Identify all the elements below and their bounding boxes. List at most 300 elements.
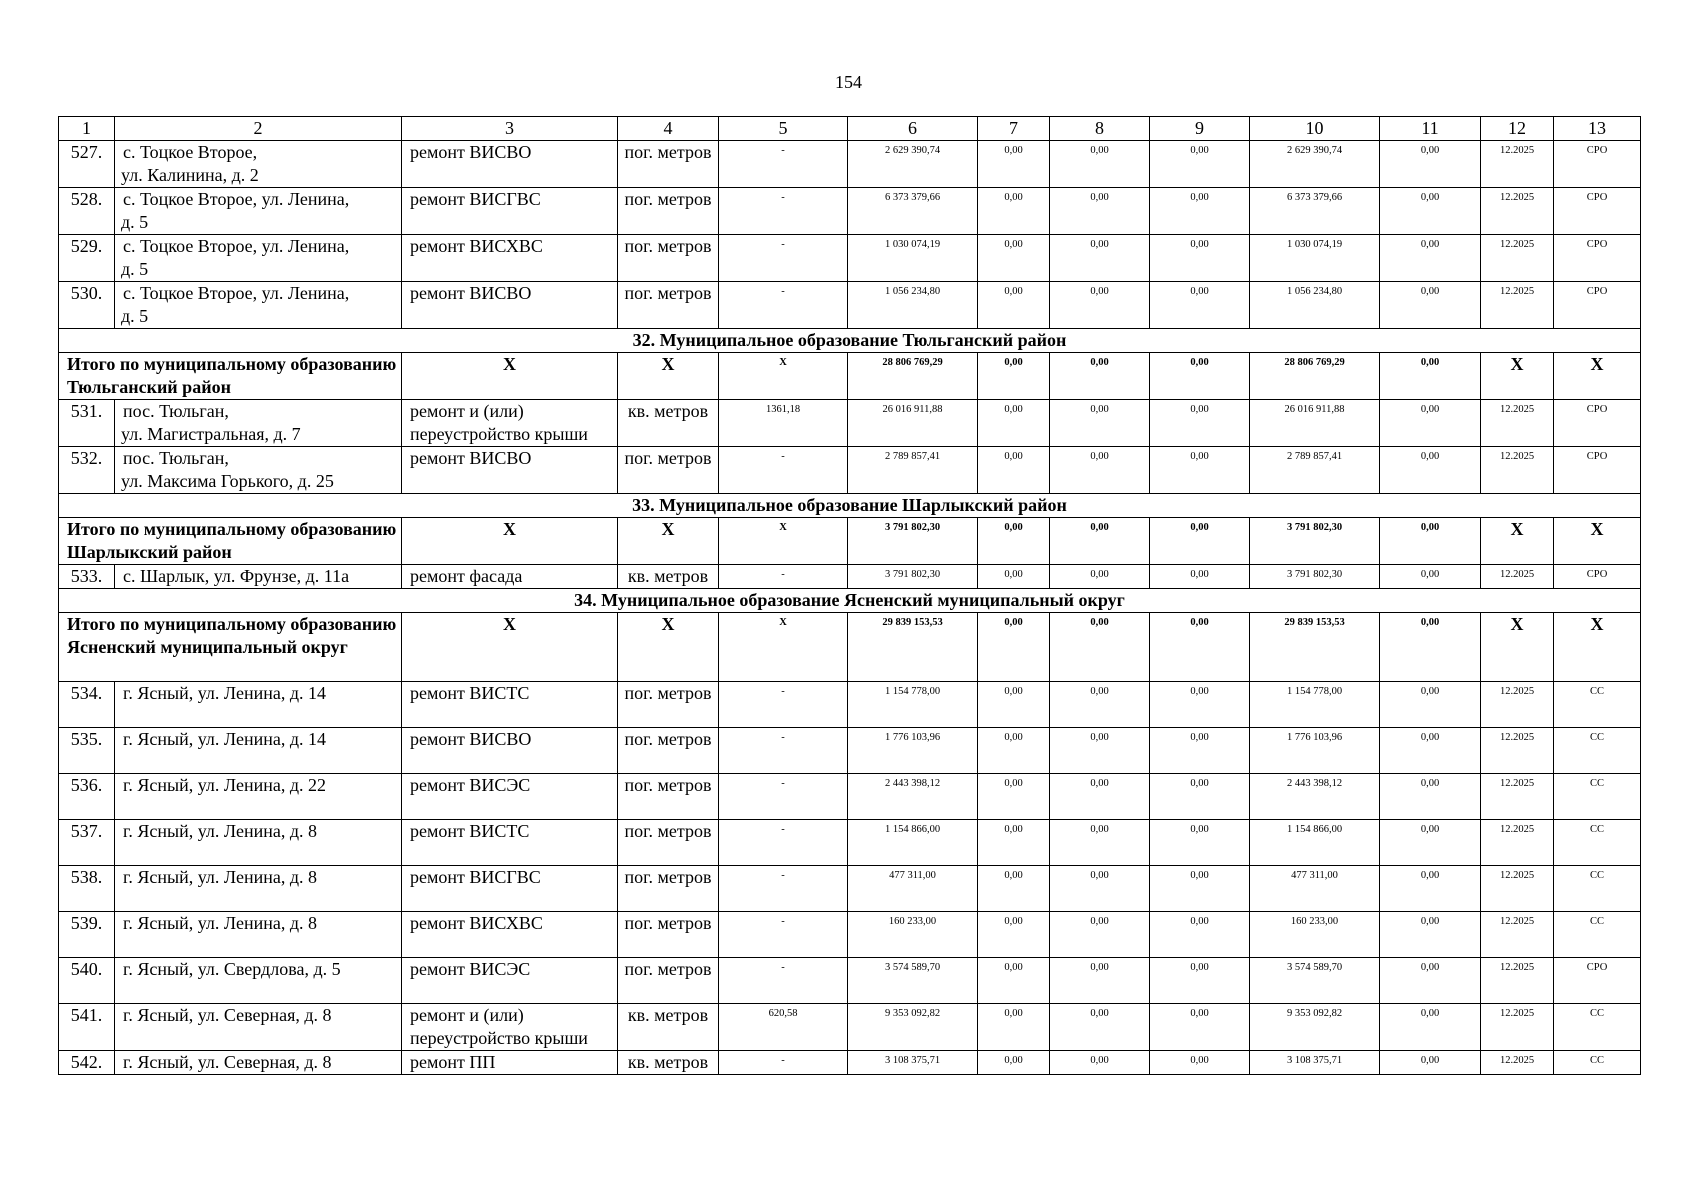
work-type: ремонт ВИСЭС (402, 774, 618, 820)
unit: пог. метров (618, 282, 719, 329)
row-number: 531. (59, 400, 115, 447)
value-cell: СРО (1554, 565, 1641, 589)
value-cell: 0,00 (978, 1004, 1050, 1051)
value-cell: 0,00 (1050, 141, 1150, 188)
column-header: 2 (115, 117, 402, 141)
value-cell: - (719, 282, 848, 329)
work-type: ремонт фасада (402, 565, 618, 589)
value-cell: 0,00 (978, 774, 1050, 820)
address-line-2: ул. Калинина, д. 2 (121, 165, 259, 185)
value-cell: 3 108 375,71 (1250, 1051, 1380, 1075)
value-cell: СРО (1554, 188, 1641, 235)
page-number: 154 (835, 72, 862, 92)
total-cell: X (1554, 613, 1641, 682)
address-line-1: г. Ясный, ул. Ленина, д. 8 (123, 821, 318, 841)
address-line-1: пос. Тюльган, (123, 401, 229, 421)
row-number: 536. (59, 774, 115, 820)
value-cell: 0,00 (978, 400, 1050, 447)
value-cell: - (719, 912, 848, 958)
column-header: 8 (1050, 117, 1150, 141)
value-cell: 0,00 (1050, 282, 1150, 329)
value-cell: 0,00 (1050, 447, 1150, 494)
unit: пог. метров (618, 866, 719, 912)
section-title: 32. Муниципальное образование Тюльганский район (59, 329, 1641, 353)
value-cell: 0,00 (1050, 235, 1150, 282)
value-cell: 12.2025 (1481, 400, 1554, 447)
address-line-1: г. Ясный, ул. Свердлова, д. 5 (123, 959, 341, 979)
table-row (59, 866, 1641, 912)
value-cell: 2 443 398,12 (848, 774, 978, 820)
row-number: 538. (59, 866, 115, 912)
value-cell: 2 789 857,41 (1250, 447, 1380, 494)
value-cell: 0,00 (1380, 1004, 1481, 1051)
total-cell: X (618, 518, 719, 565)
value-cell: 12.2025 (1481, 188, 1554, 235)
value-cell: 12.2025 (1481, 682, 1554, 728)
value-cell: 0,00 (1380, 235, 1481, 282)
total-cell: 28 806 769,29 (848, 353, 978, 400)
total-row (59, 613, 1641, 682)
value-cell: 0,00 (978, 728, 1050, 774)
value-cell: - (719, 774, 848, 820)
value-cell: СС (1554, 912, 1641, 958)
value-cell: 0,00 (1150, 565, 1250, 589)
value-cell: СРО (1554, 958, 1641, 1004)
value-cell: 0,00 (1380, 141, 1481, 188)
unit: кв. метров (618, 400, 719, 447)
total-cell: 3 791 802,30 (1250, 518, 1380, 565)
row-number: 540. (59, 958, 115, 1004)
unit: пог. метров (618, 774, 719, 820)
value-cell: СРО (1554, 141, 1641, 188)
value-cell: 0,00 (1150, 447, 1250, 494)
value-cell: 6 373 379,66 (848, 188, 978, 235)
value-cell: 12.2025 (1481, 235, 1554, 282)
section-title: 34. Муниципальное образование Ясненский муниципальный округ (59, 589, 1641, 613)
value-cell: 0,00 (978, 447, 1050, 494)
value-cell: 160 233,00 (848, 912, 978, 958)
total-cell: X (402, 518, 618, 565)
value-cell: 0,00 (1150, 188, 1250, 235)
value-cell: 2 789 857,41 (848, 447, 978, 494)
value-cell: 0,00 (1380, 447, 1481, 494)
value-cell: 3 791 802,30 (1250, 565, 1380, 589)
value-cell: - (719, 866, 848, 912)
address-cell (115, 565, 402, 589)
value-cell: 1 154 866,00 (1250, 820, 1380, 866)
value-cell: - (719, 682, 848, 728)
value-cell: 0,00 (978, 282, 1050, 329)
value-cell: 1 154 778,00 (848, 682, 978, 728)
value-cell: 2 443 398,12 (1250, 774, 1380, 820)
work-type: ремонт и (или) переустройство крыши (402, 400, 618, 447)
total-cell: X (1481, 518, 1554, 565)
address-cell (115, 958, 402, 1004)
address-cell (115, 1004, 402, 1051)
address-cell (115, 188, 402, 235)
total-cell: X (719, 613, 848, 682)
value-cell: 1 154 866,00 (848, 820, 978, 866)
value-cell: 0,00 (1050, 1051, 1150, 1075)
value-cell: 0,00 (1150, 1051, 1250, 1075)
section-row (59, 589, 1641, 613)
address-cell (115, 820, 402, 866)
value-cell: 0,00 (1150, 1004, 1250, 1051)
total-cell: X (618, 613, 719, 682)
row-number: 533. (59, 565, 115, 589)
address-cell (115, 728, 402, 774)
total-cell: X (1554, 353, 1641, 400)
value-cell: 12.2025 (1481, 447, 1554, 494)
total-cell: X (719, 518, 848, 565)
value-cell: - (719, 565, 848, 589)
value-cell: СС (1554, 820, 1641, 866)
work-type: ремонт ВИСХВС (402, 912, 618, 958)
value-cell: 0,00 (1380, 912, 1481, 958)
value-cell: 0,00 (978, 141, 1050, 188)
value-cell: 0,00 (1380, 728, 1481, 774)
value-cell: 26 016 911,88 (848, 400, 978, 447)
row-number: 537. (59, 820, 115, 866)
unit: пог. метров (618, 188, 719, 235)
address-line-1: с. Тоцкое Второе, (123, 142, 258, 162)
total-label: Итого по муниципальному образованию Ясненский муниципальный округ (59, 613, 402, 682)
value-cell: 3 574 589,70 (848, 958, 978, 1004)
value-cell: 12.2025 (1481, 866, 1554, 912)
address-cell (115, 282, 402, 329)
value-cell: 477 311,00 (1250, 866, 1380, 912)
value-cell: 0,00 (1150, 866, 1250, 912)
column-header: 12 (1481, 117, 1554, 141)
table-row (59, 682, 1641, 728)
address-line-1: г. Ясный, ул. Ленина, д. 22 (123, 775, 327, 795)
address-line-1: г. Ясный, ул. Северная, д. 8 (123, 1052, 332, 1072)
work-type: ремонт ВИСВО (402, 447, 618, 494)
value-cell: 0,00 (1050, 820, 1150, 866)
total-cell: 0,00 (1050, 353, 1150, 400)
value-cell: 0,00 (1150, 400, 1250, 447)
column-header: 3 (402, 117, 618, 141)
work-type: ремонт ВИСГВС (402, 866, 618, 912)
address-line-1: г. Ясный, ул. Ленина, д. 8 (123, 913, 318, 933)
row-number: 527. (59, 141, 115, 188)
total-cell: 0,00 (1150, 518, 1250, 565)
header-row (59, 117, 1641, 141)
address-cell (115, 141, 402, 188)
value-cell: 477 311,00 (848, 866, 978, 912)
value-cell: 1361,18 (719, 400, 848, 447)
value-cell: - (719, 958, 848, 1004)
address-line-1: г. Ясный, ул. Северная, д. 8 (123, 1005, 332, 1025)
value-cell: 0,00 (978, 820, 1050, 866)
column-header: 4 (618, 117, 719, 141)
work-type: ремонт ВИСЭС (402, 958, 618, 1004)
unit: пог. метров (618, 141, 719, 188)
work-type: ремонт ВИСВО (402, 728, 618, 774)
address-cell (115, 1051, 402, 1075)
total-cell: X (1481, 613, 1554, 682)
total-cell: 0,00 (1050, 518, 1150, 565)
value-cell: 9 353 092,82 (1250, 1004, 1380, 1051)
value-cell: 0,00 (1150, 728, 1250, 774)
address-line-2: д. 5 (121, 259, 149, 279)
value-cell: 0,00 (1050, 774, 1150, 820)
value-cell: 0,00 (1150, 820, 1250, 866)
value-cell: 3 108 375,71 (848, 1051, 978, 1075)
address-line-1: г. Ясный, ул. Ленина, д. 14 (123, 683, 327, 703)
value-cell: 0,00 (1380, 682, 1481, 728)
value-cell: 0,00 (1050, 565, 1150, 589)
section-row (59, 494, 1641, 518)
total-cell: 0,00 (1150, 613, 1250, 682)
value-cell: 1 030 074,19 (848, 235, 978, 282)
table-row (59, 1051, 1641, 1075)
value-cell: - (719, 728, 848, 774)
total-label: Итого по муниципальному образованию Шарлыкский район (59, 518, 402, 565)
total-cell: 0,00 (978, 518, 1050, 565)
value-cell: 0,00 (1380, 565, 1481, 589)
column-header: 6 (848, 117, 978, 141)
table-row (59, 912, 1641, 958)
table-row (59, 400, 1641, 447)
total-cell: 0,00 (1150, 353, 1250, 400)
unit: пог. метров (618, 447, 719, 494)
value-cell: 2 629 390,74 (848, 141, 978, 188)
value-cell: 1 154 778,00 (1250, 682, 1380, 728)
address-line-1: с. Тоцкое Второе, ул. Ленина, (123, 283, 350, 303)
address-line-1: с. Тоцкое Второе, ул. Ленина, (123, 189, 350, 209)
address-line-1: г. Ясный, ул. Ленина, д. 8 (123, 867, 318, 887)
value-cell: 1 056 234,80 (1250, 282, 1380, 329)
address-line-2: д. 5 (121, 212, 149, 232)
total-label: Итого по муниципальному образованию Тюльганский район (59, 353, 402, 400)
value-cell: 160 233,00 (1250, 912, 1380, 958)
value-cell: - (719, 447, 848, 494)
value-cell: 1 776 103,96 (1250, 728, 1380, 774)
value-cell: СРО (1554, 447, 1641, 494)
total-cell: 3 791 802,30 (848, 518, 978, 565)
value-cell: 0,00 (1150, 141, 1250, 188)
table-row (59, 1004, 1641, 1051)
value-cell: 9 353 092,82 (848, 1004, 978, 1051)
unit: пог. метров (618, 682, 719, 728)
value-cell: 1 056 234,80 (848, 282, 978, 329)
value-cell: 0,00 (1050, 958, 1150, 1004)
value-cell: 0,00 (978, 188, 1050, 235)
table-row (59, 282, 1641, 329)
value-cell: 0,00 (1150, 912, 1250, 958)
table-row (59, 565, 1641, 589)
column-header: 10 (1250, 117, 1380, 141)
value-cell: 0,00 (1050, 866, 1150, 912)
work-type: ремонт ВИСГВС (402, 188, 618, 235)
value-cell: 12.2025 (1481, 728, 1554, 774)
value-cell: 0,00 (1050, 400, 1150, 447)
total-cell: 0,00 (978, 613, 1050, 682)
total-cell: 0,00 (1380, 353, 1481, 400)
value-cell: - (719, 235, 848, 282)
value-cell: СРО (1554, 235, 1641, 282)
value-cell: - (719, 1051, 848, 1075)
value-cell: 0,00 (1380, 958, 1481, 1004)
value-cell: 12.2025 (1481, 1051, 1554, 1075)
section-row (59, 329, 1641, 353)
value-cell: 1 776 103,96 (848, 728, 978, 774)
work-type: ремонт ПП (402, 1051, 618, 1075)
value-cell: - (719, 188, 848, 235)
work-type: ремонт ВИСТС (402, 682, 618, 728)
value-cell: 12.2025 (1481, 1004, 1554, 1051)
value-cell: СС (1554, 866, 1641, 912)
value-cell: СС (1554, 774, 1641, 820)
table-row (59, 188, 1641, 235)
value-cell: 6 373 379,66 (1250, 188, 1380, 235)
address-cell (115, 447, 402, 494)
value-cell: 0,00 (978, 912, 1050, 958)
section-title: 33. Муниципальное образование Шарлыкский район (59, 494, 1641, 518)
value-cell: 0,00 (1380, 282, 1481, 329)
table-row (59, 774, 1641, 820)
total-row (59, 518, 1641, 565)
value-cell: 0,00 (1380, 400, 1481, 447)
total-cell: 0,00 (978, 353, 1050, 400)
value-cell: 0,00 (1050, 1004, 1150, 1051)
address-line-2: ул. Максима Горького, д. 25 (121, 471, 334, 491)
value-cell: 0,00 (978, 1051, 1050, 1075)
unit: пог. метров (618, 820, 719, 866)
value-cell: 0,00 (1150, 958, 1250, 1004)
value-cell: 0,00 (1050, 912, 1150, 958)
value-cell: 0,00 (1150, 774, 1250, 820)
row-number: 535. (59, 728, 115, 774)
total-cell: 0,00 (1380, 518, 1481, 565)
value-cell: СС (1554, 728, 1641, 774)
value-cell: 12.2025 (1481, 912, 1554, 958)
address-cell (115, 912, 402, 958)
value-cell: 0,00 (1150, 282, 1250, 329)
address-cell (115, 866, 402, 912)
address-line-2: ул. Магистральная, д. 7 (121, 424, 301, 444)
value-cell: 0,00 (1150, 235, 1250, 282)
value-cell: 0,00 (978, 866, 1050, 912)
address-cell (115, 774, 402, 820)
unit: пог. метров (618, 728, 719, 774)
unit: кв. метров (618, 565, 719, 589)
total-cell: X (1481, 353, 1554, 400)
total-cell: X (1554, 518, 1641, 565)
value-cell: 3 574 589,70 (1250, 958, 1380, 1004)
column-header: 9 (1150, 117, 1250, 141)
value-cell: СС (1554, 1051, 1641, 1075)
table-row (59, 447, 1641, 494)
value-cell: 12.2025 (1481, 282, 1554, 329)
address-line-1: с. Тоцкое Второе, ул. Ленина, (123, 236, 350, 256)
value-cell: 0,00 (1380, 774, 1481, 820)
total-cell: 0,00 (1050, 613, 1150, 682)
value-cell: 12.2025 (1481, 820, 1554, 866)
value-cell: 12.2025 (1481, 774, 1554, 820)
total-cell: 0,00 (1380, 613, 1481, 682)
value-cell: 0,00 (978, 682, 1050, 728)
value-cell: 0,00 (1050, 682, 1150, 728)
value-cell: 2 629 390,74 (1250, 141, 1380, 188)
column-header: 13 (1554, 117, 1641, 141)
work-type: ремонт ВИСВО (402, 141, 618, 188)
value-cell: СС (1554, 1004, 1641, 1051)
total-cell: X (618, 353, 719, 400)
value-cell: СРО (1554, 400, 1641, 447)
value-cell: 12.2025 (1481, 141, 1554, 188)
total-cell: X (719, 353, 848, 400)
value-cell: 0,00 (1050, 188, 1150, 235)
value-cell: СС (1554, 682, 1641, 728)
value-cell: - (719, 820, 848, 866)
value-cell: СРО (1554, 282, 1641, 329)
value-cell: 0,00 (978, 958, 1050, 1004)
value-cell: 0,00 (1380, 820, 1481, 866)
unit: пог. метров (618, 235, 719, 282)
table-row (59, 235, 1641, 282)
value-cell: 0,00 (1380, 1051, 1481, 1075)
value-cell: 12.2025 (1481, 565, 1554, 589)
value-cell: 12.2025 (1481, 958, 1554, 1004)
address-line-2: д. 5 (121, 306, 149, 326)
unit: кв. метров (618, 1051, 719, 1075)
work-type: ремонт ВИСВО (402, 282, 618, 329)
unit: пог. метров (618, 912, 719, 958)
total-cell: 29 839 153,53 (1250, 613, 1380, 682)
address-line-1: г. Ясный, ул. Ленина, д. 14 (123, 729, 327, 749)
row-number: 542. (59, 1051, 115, 1075)
column-header: 5 (719, 117, 848, 141)
value-cell: 26 016 911,88 (1250, 400, 1380, 447)
table-row (59, 728, 1641, 774)
value-cell: 1 030 074,19 (1250, 235, 1380, 282)
row-number: 534. (59, 682, 115, 728)
total-row (59, 353, 1641, 400)
table-row (59, 141, 1641, 188)
row-number: 541. (59, 1004, 115, 1051)
value-cell: 0,00 (1050, 728, 1150, 774)
value-cell: 0,00 (1380, 188, 1481, 235)
column-header: 1 (59, 117, 115, 141)
row-number: 539. (59, 912, 115, 958)
table-row (59, 958, 1641, 1004)
address-cell (115, 400, 402, 447)
total-cell: X (402, 353, 618, 400)
address-line-1: пос. Тюльган, (123, 448, 229, 468)
total-cell: 28 806 769,29 (1250, 353, 1380, 400)
total-cell: 29 839 153,53 (848, 613, 978, 682)
unit: пог. метров (618, 958, 719, 1004)
row-number: 532. (59, 447, 115, 494)
row-number: 528. (59, 188, 115, 235)
total-cell: X (402, 613, 618, 682)
value-cell: - (719, 141, 848, 188)
address-cell (115, 235, 402, 282)
value-cell: 620,58 (719, 1004, 848, 1051)
value-cell: 0,00 (1380, 866, 1481, 912)
value-cell: 0,00 (1150, 682, 1250, 728)
work-type: ремонт ВИСХВС (402, 235, 618, 282)
row-number: 530. (59, 282, 115, 329)
value-cell: 3 791 802,30 (848, 565, 978, 589)
works-table (58, 116, 1641, 1075)
column-header: 7 (978, 117, 1050, 141)
row-number: 529. (59, 235, 115, 282)
column-header: 11 (1380, 117, 1481, 141)
work-type: ремонт ВИСТС (402, 820, 618, 866)
